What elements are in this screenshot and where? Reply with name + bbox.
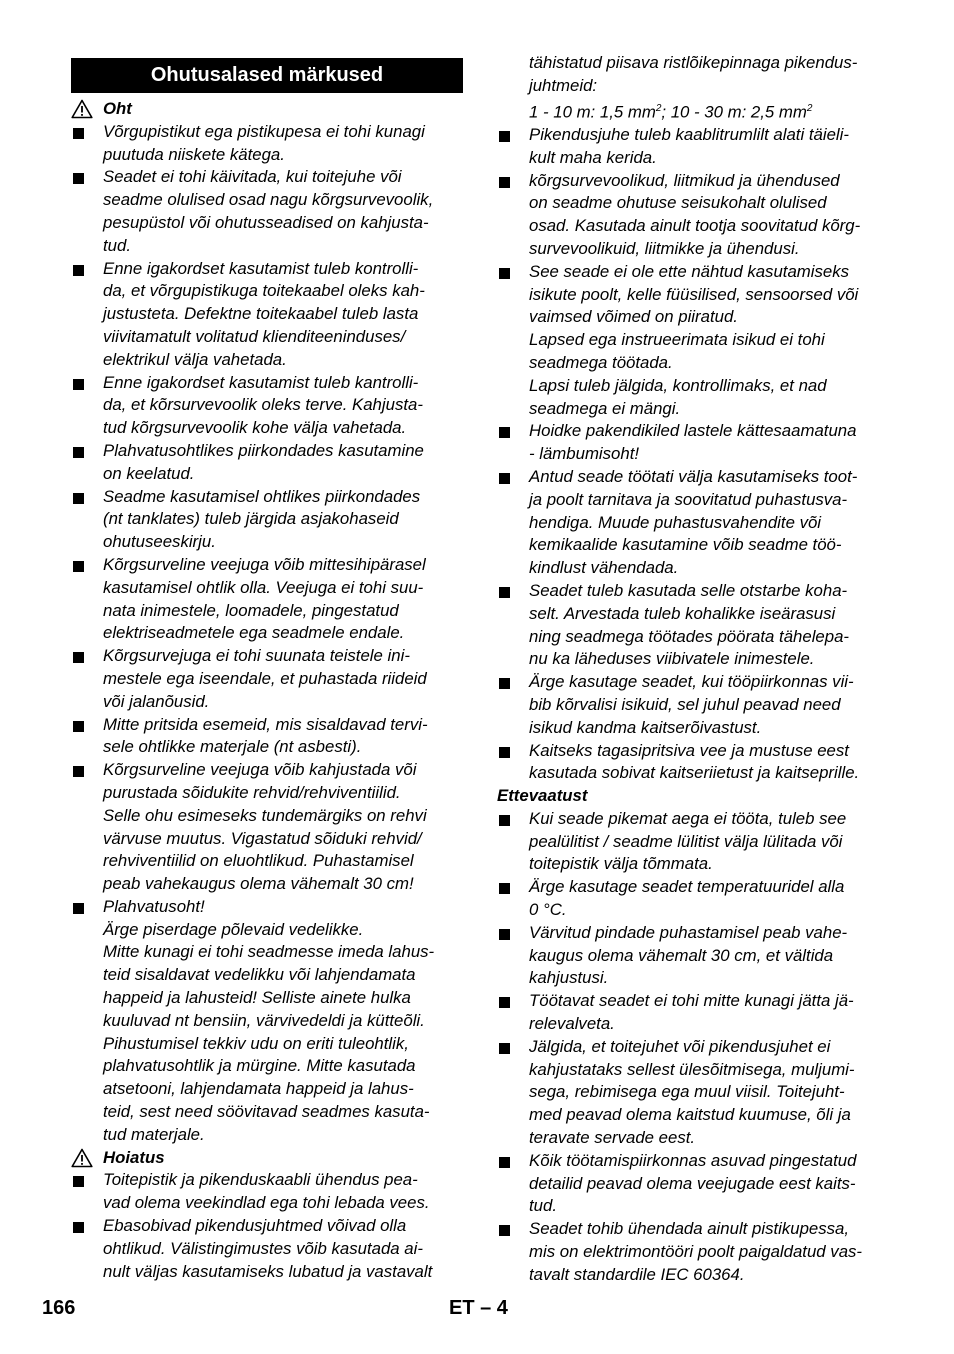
text-line: teid, sest need söövitavad seadmes kasuta- [103,1102,430,1122]
text-line: tavalt standardile IEC 60364. [529,1264,745,1284]
list-item [71,1215,463,1283]
list-item [497,466,889,580]
text-line: Seadet tuleb kasutada selle otstarbe koha- [529,580,848,600]
text-line: viivitamatult volitatud klienditeeninduses/ [103,326,406,346]
text-line: toitepistik välja tõmmata. [529,854,713,874]
text-line: Antud seade töötati välja kasutamiseks toot- [529,466,858,486]
text-line: elektrikul välja vahetada. [103,349,287,369]
text-line: tud. [103,235,131,255]
text-line: teravate servade eest. [529,1128,696,1148]
list-item [497,876,889,922]
text-line: nult väljas kasutamiseks lubatud ja vastavalt [103,1261,433,1281]
text-line: detailid peavad olema veejugade eest kaits- [529,1173,856,1193]
square-bullet-icon [499,883,510,894]
square-bullet-icon [73,173,84,184]
warning-list-continued [497,124,889,785]
list-item [71,714,463,760]
text-line: peab vahekaugus olema vähemalt 30 cm! [103,874,414,894]
text-line: Ärge piserdage põlevaid vedelikke. [103,919,364,939]
square-bullet-icon [499,997,510,1008]
square-bullet-icon [499,587,510,598]
list-item [71,486,463,554]
list-item [497,671,889,739]
caution-list [497,808,889,1287]
left-column [71,58,463,1283]
text-line: elektriseadmetele ega seadmele endale. [103,623,405,643]
text-line: med peavad olema kaitstud kuumuse, õli ja [529,1105,851,1125]
text-line: pealülitist / seadme lülitist välja lülitada või [529,831,843,851]
square-bullet-icon [73,766,84,777]
text-line: Värvitud pindade puhastamisel peab vahe- [529,922,848,942]
text-line: Kõrgsurvejuga ei tohi suunata teistele ini- [103,646,410,666]
list-item [497,1150,889,1218]
square-bullet-icon [499,473,510,484]
square-bullet-icon [73,652,84,663]
section-heading: Ohutusalased märkused [71,58,463,93]
text-line: osad. Kasutada ainult tootja soovitatud kõrg- [529,216,861,236]
text-line: survevoolikuid, liitmikke ja ühendusi. [529,238,800,258]
text-line: da, et võrgupistikuga toitekaabel oleks kah- [103,281,425,301]
text-line: bib kõrvalisi isikuid, sel juhul peavad need [529,694,841,714]
section-code: ET – 4 [449,1297,508,1319]
text-line: (nt tanklates) tuleb järgida asjakohaseid [103,509,399,529]
square-bullet-icon [499,678,510,689]
list-item [497,420,889,466]
text-line: tud kõrgsurvevoolik kohe välja vahetada. [103,418,407,438]
text-line: Töötavat seadet ei tohi mitte kunagi jätta jä- [529,991,854,1011]
square-bullet-icon [73,379,84,390]
square-bullet-icon [499,1043,510,1054]
warning-triangle-icon [71,1148,93,1168]
text-line: on keelatud. [103,463,195,483]
list-item [71,554,463,645]
text-line: kult maha kerida. [529,147,657,167]
square-bullet-icon [73,721,84,732]
text-line: Seadet ei tohi käivitada, kui toitejuhe või [103,167,402,187]
page-number: 166 [42,1297,76,1319]
text-line: Seadme kasutamisel ohtlikes piirkondades [103,486,421,506]
text-line: kemikaalide kasutamine võib seadme töö- [529,535,842,555]
text-line: seadme olulised osad nagu kõrgsurvevoolik, [103,190,434,210]
text-line: Kõrgsurveline veejuga võib kahjustada või [103,760,417,780]
square-bullet-icon [499,177,510,188]
text-line: happeid ja lahusteid! Selliste ainete hulka [103,988,411,1008]
danger-title-text: Oht [103,99,132,118]
text-line: Pihustumisel tekkiv udu on eriti tuleohtlik, [103,1033,409,1053]
text-line: kindlust vähendada. [529,558,679,578]
right-column [497,52,889,1287]
text-line: Seadet tohib ühendada ainult pistikupessa, [529,1219,850,1239]
square-bullet-icon [499,131,510,142]
list-item [497,990,889,1036]
list-item [497,261,889,421]
square-bullet-icon [73,1222,84,1233]
list-item [71,440,463,486]
list-item [71,645,463,713]
list-item [497,580,889,671]
text-line: on seadme ohutuse seisukohalt olulised [529,193,827,213]
text-line: teid sisaldavat vedelikku või lahjendamata [103,965,416,985]
square-bullet-icon [73,903,84,914]
square-bullet-icon [499,747,510,758]
text-line: ohtlikud. Välistingimustes võib kasutada ai- [103,1238,423,1258]
text-line: tud materjale. [103,1124,205,1144]
text-line: sele ohtlikke materjale (nt asbesti). [103,737,362,757]
text-line: Selle ohu esimeseks tundemärgiks on rehvi [103,805,427,825]
text-line: Ebasobivad pikendusjuhtmed võivad olla [103,1216,407,1236]
text-line: Enne igakordset kasutamist tuleb kontrolli- [103,258,419,278]
caution-title: Ettevaatust [497,786,588,806]
warning-title-text: Hoiatus [103,1147,165,1167]
square-bullet-icon [73,561,84,572]
list-item [497,808,889,876]
text-line: või jalanõusid. [103,691,210,711]
list-item [71,121,463,167]
text-line: nata inimestele, loomadele, pingestatud [103,600,399,620]
text-line: kasutada sobivat kaitseriietust ja kaitseprille. [529,763,860,783]
square-bullet-icon [499,815,510,826]
warning-triangle-icon [71,99,93,119]
list-item [497,1036,889,1150]
text-line: Kõik töötamispiirkonnas asuvad pingestatud [529,1150,857,1170]
list-item [71,1169,463,1215]
text-line: tud. [529,1196,557,1216]
text-line: pesupüstol või ohutusseadised on kahjusta- [103,212,429,232]
text-line: Kõrgsurveline veejuga võib mittesihipärasel [103,554,426,574]
square-bullet-icon [499,268,510,279]
text-line: Lapsi tuleb jälgida, kontrollimaks, et nad [529,375,827,395]
danger-list [71,121,463,1147]
text-line: kuuluvad nt bensiin, värvivedeldi ja kütteõli. [103,1010,425,1030]
text-line: Plahvatusohtlikes piirkondades kasutamine [103,440,424,460]
text-line: da, et kõrsurvevoolik oleks terve. Kahjusta- [103,395,423,415]
warning-title [71,1147,463,1170]
text-line: ning seadmega töötades pöörata tähelepa- [529,626,850,646]
list-item [71,759,463,896]
square-bullet-icon [73,128,84,139]
text-line: Jälgida, et toitejuhet või pikendusjuhet ei [529,1036,831,1056]
text-line: Mitte pritsida esemeid, mis sisaldavad tervi- [103,714,428,734]
list-item [497,1218,889,1286]
text-line: justusteta. Defektne toitekaabel tuleb lasta [103,304,419,324]
square-bullet-icon [499,427,510,438]
text-line: Kui seade pikemat aega ei tööta, tuleb see [529,808,847,828]
warning-list [71,1169,463,1283]
text-line: Ärge kasutage seadet temperatuuridel alla [529,877,845,897]
text-line: seadmega ei mängi. [529,398,681,418]
text-line: - lämbumisoht! [529,444,640,464]
text-line: kõrgsurvevoolikud, liitmikud ja ühendused [529,170,840,190]
danger-title [71,98,463,121]
text-line: vad olema veekindlad ega tohi lebada vees. [103,1193,430,1213]
continuation-text [497,52,889,124]
list-item [71,258,463,372]
text-line: Kaitseks tagasipritsiva vee ja mustuse eest [529,740,849,760]
square-bullet-icon [73,1176,84,1187]
text-line: ohutuseeskirju. [103,532,216,552]
cable-spec: 1 - 10 m: 1,5 $mm^2$; 10 - 30 m: 2,5 $mm^2$ [529,102,813,122]
text-line: Mitte kunagi ei tohi seadmesse imeda lahus- [103,942,435,962]
text-line: atsetooni, lahjendamata happeid ja lahus- [103,1079,414,1099]
text-line: kasutamisel ohtlik olla. Veejuga ei tohi suu- [103,577,424,597]
square-bullet-icon [499,1157,510,1168]
text-line: hendiga. Muude puhastusvahendite või [529,512,822,532]
text-line: isikud kandma kaitserõivastust. [529,717,762,737]
text-line: Plahvatusoht! [103,896,205,916]
text-line: 0 °C. [529,900,567,920]
text-line: Ärge kasutage seadet, kui tööpiirkonnas vii- [529,672,854,692]
text-line: seadmega töötada. [529,352,673,372]
text-line: nu ka läheduses viibivatele inimestele. [529,649,815,669]
square-bullet-icon [499,929,510,940]
text-line: mestele ega iseendale, et puhastada riideid [103,668,427,688]
text-line: puutuda niiskete kätega. [103,144,285,164]
text-line: Enne igakordset kasutamist tuleb kantrolli- [103,372,419,392]
list-item [497,124,889,170]
text-line: rehviventiilid on eluohtlikud. Puhastamisel [103,851,414,871]
text-line: Võrgupistikut ega pistikupesa ei tohi kunagi [103,121,425,141]
text-line: juhtmeid: [529,75,598,95]
list-item [71,896,463,1147]
text-line: sega, rebimisega ega muul viisil. Toitejuht- [529,1082,845,1102]
text-line: selt. Arvestada tuleb kohalikke iseärasusi [529,603,836,623]
square-bullet-icon [73,493,84,504]
text-line: Lapsed ega instrueerimata isikud ei tohi [529,330,825,350]
list-item [497,170,889,261]
text-line: plahvatusohtlik ja mürgine. Mitte kasutada [103,1056,416,1076]
text-line: kahjustusi. [529,968,609,988]
text-line: Pikendusjuhe tuleb kaablitrumlilt alati täieli- [529,124,849,144]
text-line: vaimsed võimed on piiratud. [529,307,738,327]
text-line: See seade ei ole ette nähtud kasutamiseks [529,261,849,281]
list-item [497,740,889,786]
text-line: ja poolt tarnitava ja soovitatud puhastusva- [529,489,848,509]
text-line: purustada sõidukite rehvid/rehviventiilid. [103,782,401,802]
square-bullet-icon [499,1225,510,1236]
text-line: mis on elektrimontööri poolt paigaldatud vas- [529,1242,863,1262]
text-line: tähistatud piisava ristlõikepinnaga pikendus- [529,53,858,72]
square-bullet-icon [73,265,84,276]
text-line: relevalveta. [529,1014,615,1034]
list-item [71,372,463,440]
text-line: värvuse muutus. Vigastatud sõiduki rehvid/ [103,828,422,848]
text-line: Toitepistik ja pikenduskaabli ühendus pea- [103,1170,418,1190]
text-line: Hoidke pakendikiled lastele kättesaamatuna [529,421,857,441]
text-line: isikute poolt, kelle füüsilised, sensoorsed või [529,284,859,304]
list-item [497,922,889,990]
text-line: kaugus olema vähemalt 30 cm, et vältida [529,945,834,965]
text-line: kahjustataks sellest ülesõitmisega, muljumi- [529,1059,855,1079]
list-item [71,166,463,257]
square-bullet-icon [73,447,84,458]
